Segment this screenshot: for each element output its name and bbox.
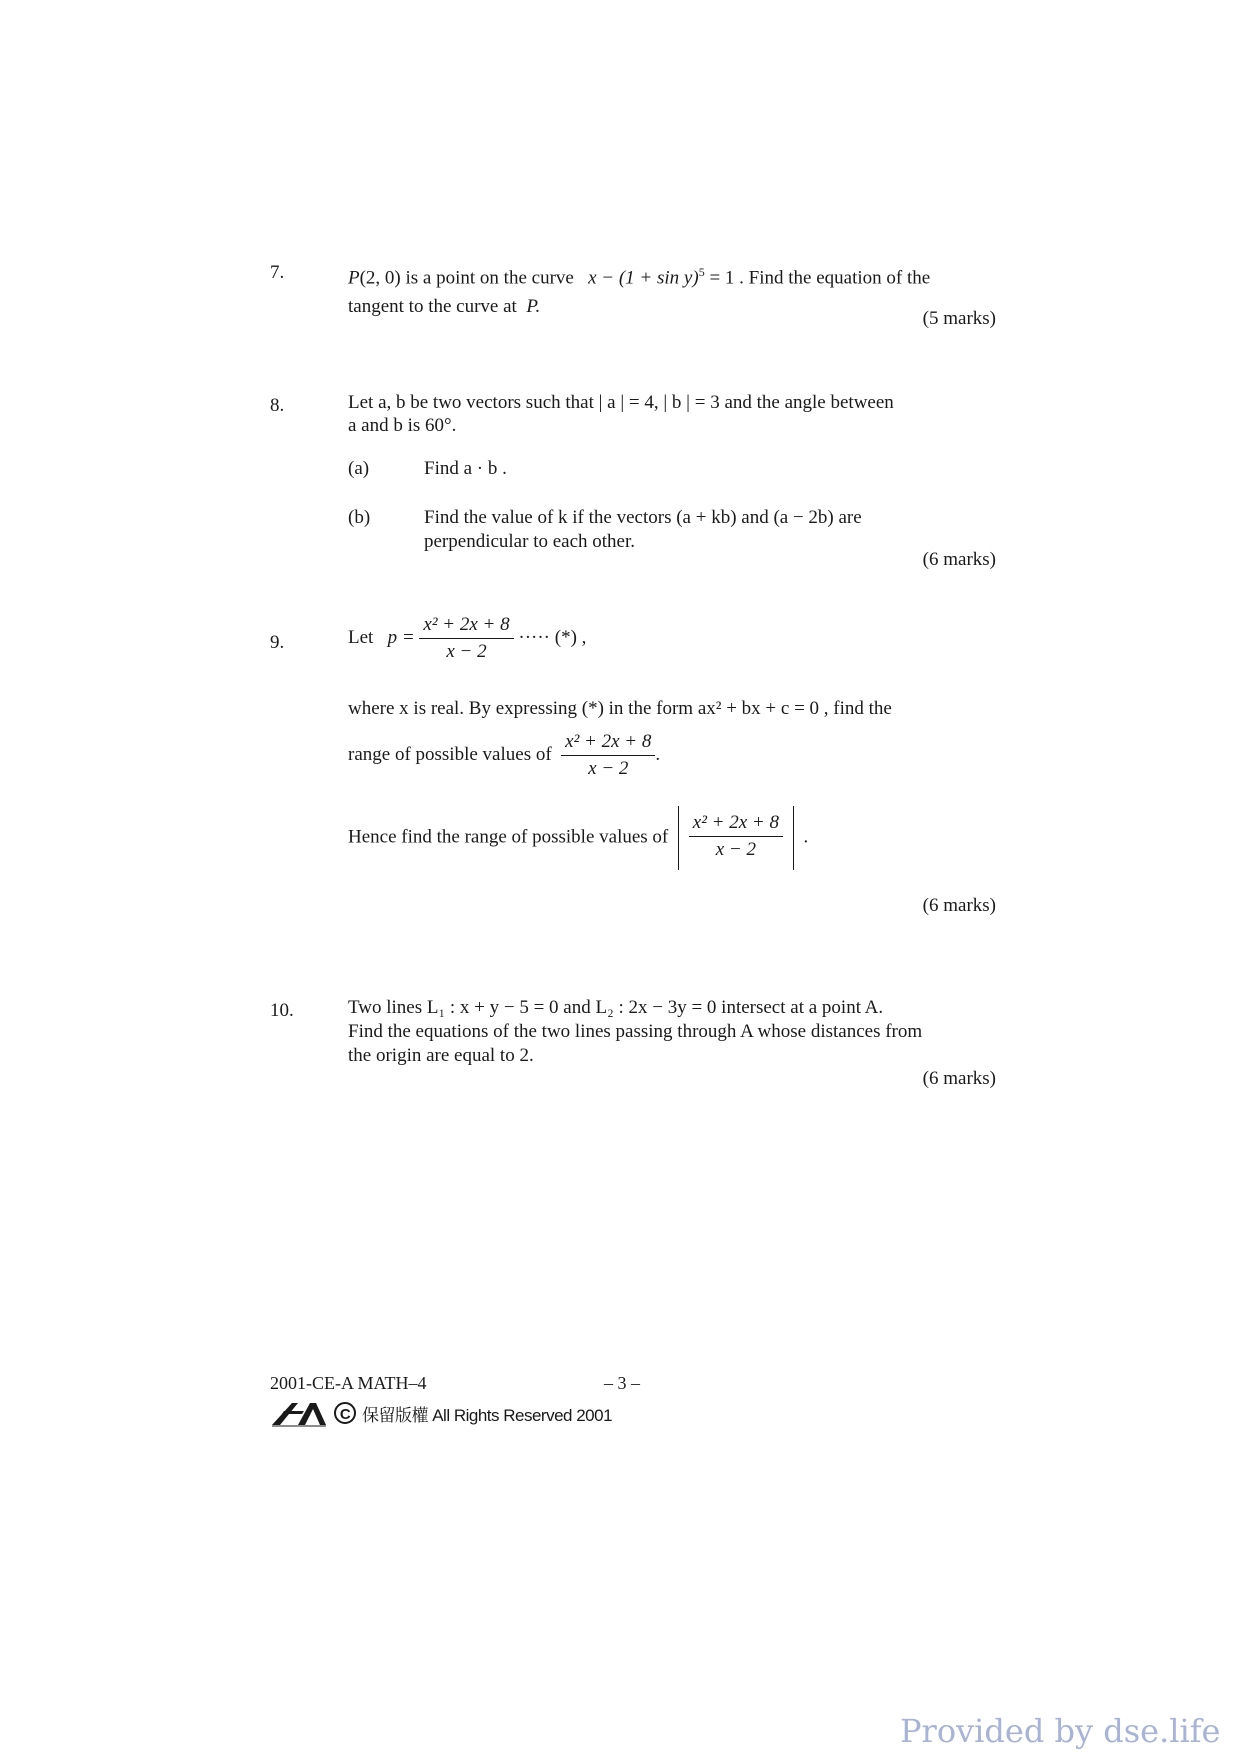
marks-label: (6 marks) xyxy=(922,1068,996,1089)
where-line: where x is real. By expressing (*) in the form ax² + bx + c = 0 , find the xyxy=(348,698,892,719)
marks-label: (6 marks) xyxy=(922,895,996,916)
watermark: Provided by dse.life xyxy=(900,1712,1221,1750)
question-number: 8. xyxy=(270,395,285,416)
fraction: $\frac{\text{x² + 2x + 8}}{x - 2}$ xyxy=(689,810,783,863)
marks-label: (6 marks) xyxy=(922,549,996,570)
question-text: Two lines L₁ : x + y − 5 = 0 and L₂ : 2x − 3y = 0 intersect at a point A. Find the equations of the two lines passing through A whose distances from the origin are equal to 2. xyxy=(348,997,923,1066)
paper-code: 2001-CE-A MATH–4 xyxy=(270,1373,427,1393)
page-number: – 3 – xyxy=(604,1373,640,1393)
question-number: 10. xyxy=(270,1000,294,1021)
question-text: Let a, b be two vectors such that | a | = 4, | b | = 3 and the angle between a and b is 60°. xyxy=(348,392,894,436)
question-number: 7. xyxy=(270,262,285,283)
copyright-text: 保留版權 All Rights Reserved 2001 xyxy=(362,1405,613,1425)
copyright-line xyxy=(270,1399,612,1427)
fraction: $\frac{\text{x² + 2x + 8}}{x - 2}$ xyxy=(561,729,655,782)
question-text: P(2, 0) is a point on the curve $x - (1 + \sin y)^5 = 1$ . Find the equation of the tangent to the curve at P. xyxy=(348,265,931,318)
hkeaa-logo-icon xyxy=(270,1399,328,1427)
copyright-icon: C xyxy=(334,1402,356,1424)
question-number: 9. xyxy=(270,632,285,653)
marks-label: (5 marks) xyxy=(922,308,996,329)
absolute-value xyxy=(678,806,794,870)
fraction: $\frac{\text{x² + 2x + 8}}{x - 2}$ xyxy=(419,612,513,665)
